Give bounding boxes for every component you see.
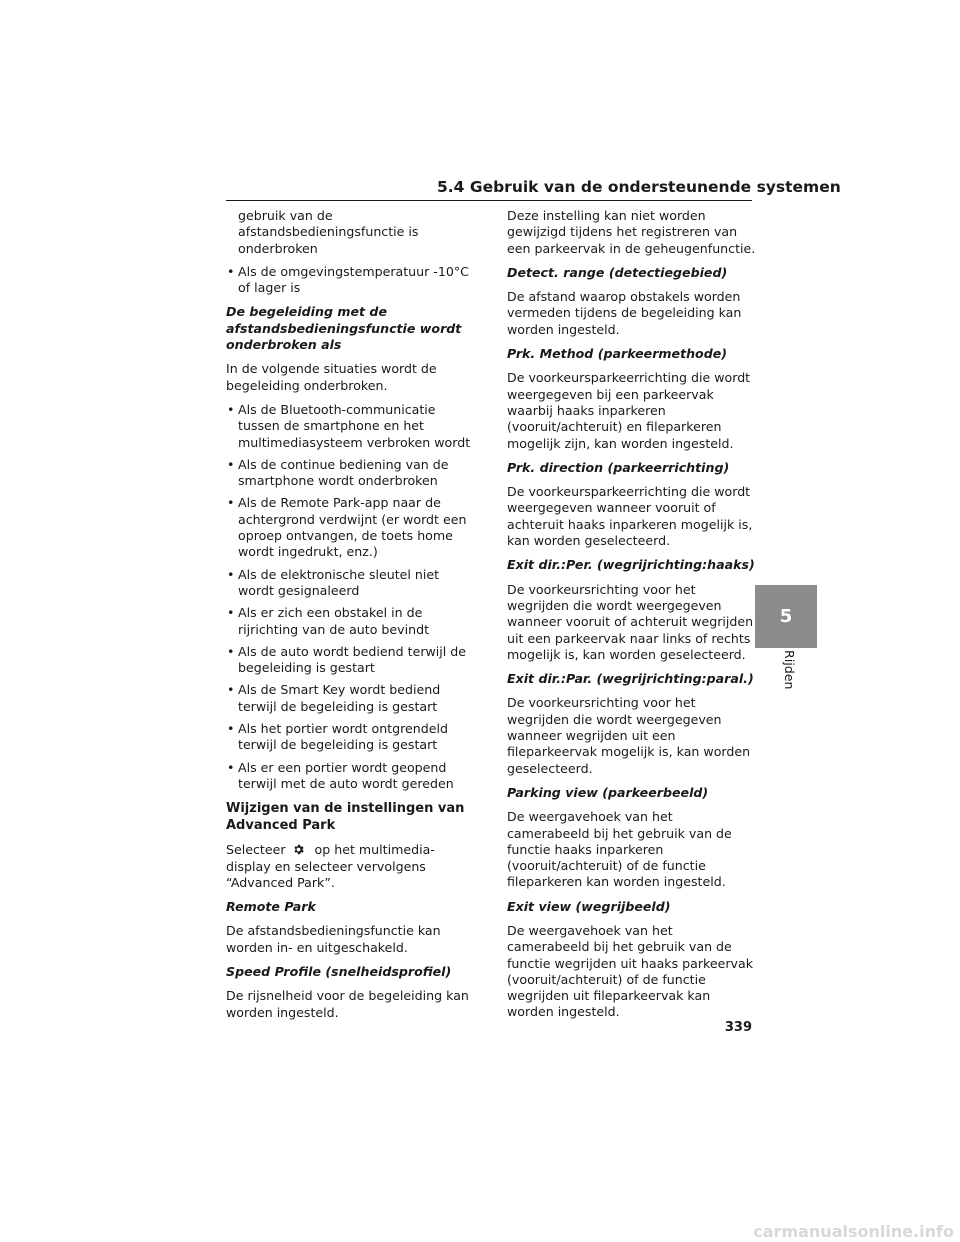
- setting-description: De afstand waarop obstakels worden vermeden tijdens de begeleiding kan worden ingesteld.: [507, 289, 742, 337]
- setting-title: Exit view (wegrijbeeld): [507, 898, 671, 914]
- right-column: [507, 208, 757, 1029]
- intro-paragraph: In de volgende situaties wordt de begeleiding onderbroken.: [226, 361, 437, 393]
- chapter-tab: [755, 585, 817, 648]
- setting-title: Speed Profile (snelheidsprofiel): [226, 963, 452, 979]
- select-text-before: Selecteer: [226, 842, 286, 858]
- setting-description: De voorkeursparkeerrichting die wordt weergegeven wanneer vooruit of achteruit haaks inparkeren mogelijk is, kan worden geselecteerd.: [507, 484, 753, 549]
- list-item: • Als de Remote Park-app naar de achtergrond verdwijnt (er wordt een oproep ontvangen, de toets home wordt ingedrukt, enz.): [226, 495, 478, 560]
- setting-title: Remote Park: [226, 899, 316, 915]
- setting-description: De voorkeursparkeerrichting die wordt weergegeven bij een parkeervak waarbij haaks inparkeren (vooruit/achteruit) en fileparkeren mogelijk zijn, kan worden ingesteld.: [507, 370, 751, 451]
- setting-title: Prk. direction (parkeerrichting): [507, 459, 730, 475]
- section-header: 5.4 Gebruik van de ondersteunende systemen: [437, 178, 841, 196]
- list-item: • Als de continue bediening van de smartphone wordt onderbroken: [226, 457, 478, 490]
- setting-title: Parking view (parkeerbeeld): [507, 784, 709, 800]
- setting-title: Prk. Method (parkeermethode): [507, 346, 728, 362]
- select-instruction: [226, 842, 478, 891]
- setting-description: De weergavehoek van het camerabeeld bij het gebruik van de functie wegrijden uit haaks parkeervak (vooruit/achteruit) of de functie wegrijden uit fileparkeervak kan worden ingesteld.: [507, 922, 754, 1020]
- setting-title: Exit dir.:Per. (wegrijrichting:haaks): [507, 557, 755, 573]
- setting-description: De rijsnelheid voor de begeleiding kan worden ingesteld.: [226, 988, 469, 1020]
- select-text-after: op het multimedia-display en selecteer vervolgens “Advanced Park”.: [226, 842, 435, 890]
- settings-heading: Wijzigen van de instellingen van Advanced Park: [226, 801, 465, 834]
- list-item: • Als de Bluetooth-communicatie tussen de smartphone en het multimediasysteem verbroken wordt: [226, 402, 478, 451]
- list-item: • Als er een portier wordt geopend terwijl met de auto wordt gereden: [226, 760, 478, 793]
- continued-bullet-text: gebruik van de afstandsbedieningsfunctie is onderbroken: [238, 208, 419, 256]
- list-item: • Als de omgevingstemperatuur -10°C of lager is: [226, 264, 478, 297]
- setting-title: Exit dir.:Par. (wegrijrichting:paral.): [507, 671, 754, 687]
- left-column: [226, 208, 478, 1029]
- header-divider: [226, 200, 752, 201]
- gear-icon: [292, 843, 305, 856]
- setting-description: De afstandsbedieningsfunctie kan worden in- en uitgeschakeld.: [226, 923, 441, 955]
- setting-description: De weergavehoek van het camerabeeld bij het gebruik van de functie haaks inparkeren (vooruit/achteruit) of de functie fileparkeren kan worden ingesteld.: [507, 809, 732, 890]
- chapter-number: 5: [779, 606, 793, 627]
- setting-title: Detect. range (detectiegebied): [507, 264, 728, 280]
- page-number: 339: [724, 1020, 752, 1035]
- list-item: • Als er zich een obstakel in de rijrichting van de auto bevindt: [226, 605, 478, 638]
- list-item: • Als de auto wordt bediend terwijl de begeleiding is gestart: [226, 644, 478, 677]
- list-item: • Als het portier wordt ontgrendeld terwijl de begeleiding is gestart: [226, 721, 478, 754]
- watermark: carmanualsonline.info: [753, 1222, 954, 1241]
- setting-description: De voorkeursrichting voor het wegrijden die wordt weergegeven wanneer wegrijden uit een fileparkeervak mogelijk is, kan worden geselecteerd.: [507, 695, 751, 776]
- chapter-label: Rijden: [782, 650, 797, 690]
- section-heading: De begeleiding met de afstandsbedieningsfunctie wordt onderbroken als: [226, 304, 462, 353]
- top-bullet-list: [226, 264, 478, 297]
- interruption-bullet-list: [226, 402, 478, 792]
- setting-description: De voorkeursrichting voor het wegrijden die wordt weergegeven wanneer vooruit of achteruit wegrijden uit een parkeervak naar links of rechts mogelijk is, kan worden geselecteerd.: [507, 581, 754, 662]
- list-item: • Als de elektronische sleutel niet wordt gesignaleerd: [226, 567, 478, 600]
- list-item: • Als de Smart Key wordt bediend terwijl de begeleiding is gestart: [226, 682, 478, 715]
- continued-paragraph: Deze instelling kan niet worden gewijzigd tijdens het registreren van een parkeervak in de geheugenfunctie.: [507, 208, 756, 256]
